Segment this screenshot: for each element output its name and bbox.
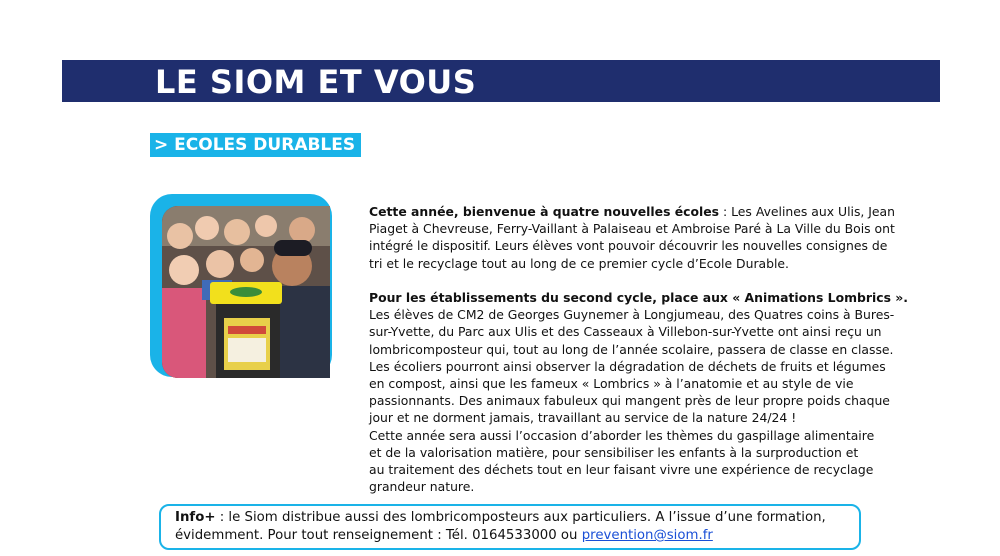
text-line: tri et le recyclage tout au long de ce premier cycle d’Ecole Durable. — [369, 255, 789, 271]
text-line: sur-Yvette, du Parc aux Ulis et des Casseaux à Villebon-sur-Yvette ont ainsi reçu un — [369, 324, 882, 340]
header-banner — [62, 60, 940, 102]
text-line-content: : Les Avelines aux Ulis, Jean — [719, 204, 896, 219]
text-line: grandeur nature. — [369, 479, 475, 495]
info-label: Info+ — [175, 510, 216, 525]
school-children-photo — [162, 206, 330, 378]
photo-frame — [150, 194, 332, 377]
section-title: > ECOLES DURABLES — [150, 133, 361, 157]
info-line — [175, 510, 845, 525]
paragraph-gap — [369, 272, 859, 289]
page-title: LE SIOM ET VOUS — [155, 63, 477, 101]
text-line: au traitement des déchets tout en leur faisant vivre une expérience de recyclage — [369, 462, 874, 478]
photo-illustration — [162, 206, 330, 378]
text-line: jour et ne dorment jamais, travaillant au service de la nature 24/24 ! — [369, 410, 797, 426]
text-line: Cette année sera aussi l’occasion d’aborder les thèmes du gaspillage alimentaire — [369, 427, 875, 443]
article-body — [369, 203, 908, 495]
lombrics-heading: Pour les établissements du second cycle, place aux « Animations Lombrics ». — [369, 290, 908, 305]
text-line: en compost, ainsi que les fameux « Lombrics » à l’anatomie et au style de vie — [369, 376, 854, 392]
email-link[interactable]: prevention@siom.fr — [581, 528, 713, 543]
text-line — [369, 289, 908, 306]
info-text: évidemment. Pour tout renseignement : Tél. 0164533000 ou — [175, 528, 582, 543]
text-line: Piaget à Chevreuse, Ferry-Vaillant à Palaiseau et Ambroise Paré à La Ville du Bois ont — [369, 221, 895, 237]
text-line — [369, 203, 896, 220]
text-line: lombricomposteur qui, tout au long de l’année scolaire, passera de classe en classe. — [369, 341, 894, 357]
text-line: passionnants. Des animaux fabuleux qui mangent près de leur propre poids chaque — [369, 393, 890, 409]
text-line: intégré le dispositif. Leurs élèves vont pouvoir découvrir les nouvelles consignes de — [369, 238, 888, 254]
info-text: : le Siom distribue aussi des lombricomposteurs aux particuliers. A l’issue d’une formation, — [215, 510, 826, 525]
text-line: Les écoliers pourront ainsi observer la dégradation de déchets de fruits et légumes — [369, 358, 886, 374]
text-line: et de la valorisation matière, pour sensibiliser les enfants à la surproduction et — [369, 444, 859, 460]
info-box — [159, 504, 861, 550]
info-line — [175, 528, 845, 543]
text-line: Les élèves de CM2 de Georges Guynemer à Longjumeau, des Quatres coins à Bures- — [369, 307, 895, 323]
intro-heading: Cette année, bienvenue à quatre nouvelles écoles — [369, 204, 720, 219]
